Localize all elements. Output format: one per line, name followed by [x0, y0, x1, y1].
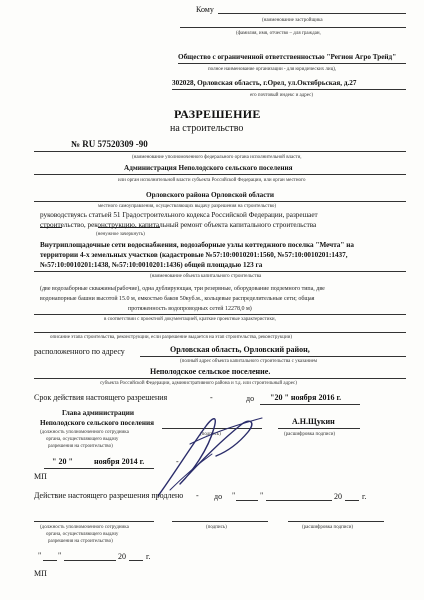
- handwritten-signature: [150, 404, 270, 504]
- extension-year: 20: [334, 492, 342, 501]
- extension-dash: -: [196, 491, 199, 500]
- hint-address: его почтовый индекс и адрес): [250, 93, 314, 98]
- hint-regional: или орган исполнительной власти субъекта Российской Федерации, или орган местного: [118, 178, 306, 183]
- hint-signature: (подпись): [200, 432, 221, 437]
- hint-location-2: субъекта Российской Федерации, административного района и т.д. или строительный адрес): [100, 381, 297, 386]
- extension-label: Действие настоящего разрешения продлено: [34, 491, 184, 500]
- hint-local: местного самоуправления, осуществляющих выдачу разрешения на строительство): [98, 204, 277, 209]
- strike-reconstruction: [98, 227, 160, 228]
- stage-line: [34, 332, 406, 333]
- object-line-2: территории 4-х земельных участков (кадастровые №57:10:0010201:1560, №57:10:0010201:1437,: [40, 251, 348, 259]
- hint-federal: (наименование уполномоченного федерального органа исполнительной власти,: [132, 155, 302, 160]
- name-line: [278, 428, 360, 429]
- signatory-name: А.Н.Щукин: [292, 417, 335, 426]
- validity-line: [260, 404, 360, 405]
- extension-month-line: [266, 500, 332, 501]
- hint-object: (наименование объекта капитального строительства: [150, 274, 262, 279]
- hint-org: полное наименование организации - для юридических лиц),: [208, 67, 337, 72]
- hint-developer-name: (наименование застройщика: [262, 18, 323, 23]
- object-line: [34, 271, 406, 272]
- hint-sig-position-3: разрешения на строительство): [48, 444, 113, 449]
- issue-dash: -: [176, 457, 179, 466]
- ext-hint-signature: (подпись): [206, 525, 227, 530]
- hint-name: (расшифровка подписи): [284, 432, 336, 437]
- validity-till: до: [246, 394, 255, 403]
- extension-quote-close: ": [260, 491, 264, 500]
- ext-date-quote-close: ": [58, 551, 62, 560]
- issuer-district: Орловского района Орловской области: [146, 191, 275, 199]
- addressee-line: [218, 13, 406, 14]
- strike-construction: [40, 227, 62, 228]
- description-line-2: водонапорные башни высотой 15.0 м, емкостью баков 50куб.м., кольцевые распределительные сети; общая: [40, 296, 315, 302]
- ext-date-quote-open: ": [38, 551, 42, 560]
- extension-quote-open: ": [232, 491, 236, 500]
- ext-hint-name: (расшифровка подписи): [302, 525, 354, 530]
- ext-hint-position-2: органа, осуществляющего выдачу: [46, 532, 119, 537]
- addressee-line: [172, 89, 406, 90]
- ext-stamp-mark: МП: [34, 569, 47, 578]
- hint-choice: (ненужное зачеркнуть): [96, 232, 145, 237]
- extension-name-line: [288, 521, 384, 522]
- permit-number: № RU 57520309 -90: [71, 139, 148, 149]
- ext-hint-position-1: (должность уполномоченного сотрудника: [40, 525, 129, 530]
- validity-date: "20 " ноября 2016 г.: [270, 393, 342, 402]
- object-line-3: №57:10:0010201:1438, №57:10:0010201:1436) общей площадью 123 га: [40, 261, 263, 269]
- hint-stage: описание этапа строительства, реконструкции, если разрешение выдается на этап строительства, реконструкции): [50, 335, 292, 340]
- addressee-line: [178, 63, 406, 64]
- to-label: Кому: [196, 5, 214, 14]
- signatory-position-2: Неполодского сельского поселения: [40, 419, 154, 427]
- description-line-1: (две водозаборные скважины(рабочие), одна дублирующая, три резервные, оборудование подземного типа, две: [40, 286, 325, 292]
- hint-sig-position-2: органа, осуществляющего выдачу: [46, 437, 119, 442]
- document-title: РАЗРЕШЕНИЕ: [174, 107, 261, 121]
- developer-address: 302028, Орловская область, г.Орел, ул.Октябрьская, д.27: [172, 79, 357, 87]
- description-line: [34, 314, 406, 315]
- location-label: расположенного по адресу: [34, 347, 125, 356]
- extension-day-line: [236, 500, 258, 501]
- ext-date-g: г.: [146, 552, 151, 561]
- document-subtitle: на строительство: [170, 123, 244, 134]
- issuer-name: Администрация Неполодского сельского поселения: [124, 164, 293, 172]
- number-line: [34, 151, 406, 152]
- hint-project: в соответствии с проектной документацией, краткие проектные характеристики,: [104, 317, 276, 322]
- ext-date-year: 20: [118, 552, 126, 561]
- extension-position-line: [34, 521, 154, 522]
- hint-sig-position-1: (должность уполномоченного сотрудника: [40, 430, 129, 435]
- extension-year-line: [345, 500, 359, 501]
- extension-year-g: г.: [362, 492, 367, 501]
- body-line-1: руководствуясь статьей 51 Градостроительного кодекса Российской Федерации, разрешает: [40, 211, 318, 219]
- issue-day: " 20 ": [52, 457, 73, 466]
- location-line: [34, 378, 406, 379]
- company-name: Общество с ограниченной ответственностью "Регион Агро Трейд": [178, 53, 397, 61]
- body-line-2: строительство, реконструкцию, капитальный ремонт объекта капитального строительства: [40, 221, 317, 229]
- hint-location-1: (полный адрес объекта капитального строительства с указанием: [180, 359, 318, 364]
- extension-signature-line: [172, 521, 268, 522]
- issue-month-year: ноября 2014 г.: [94, 457, 145, 466]
- location-line: [140, 356, 406, 357]
- ext-hint-position-3: разрешения на строительство): [48, 539, 113, 544]
- validity-label: Срок действия настоящего разрешения: [34, 393, 168, 402]
- ext-date-year-line: [129, 560, 143, 561]
- addressee-line: [180, 27, 406, 28]
- object-line-1: Внутриплощадочные сети водоснабжения, водозаборные узлы коттеджного поселка "Мечта" на: [40, 241, 354, 249]
- description-line-3: протяженность водопроводных сетей 12278,0 м): [128, 306, 252, 312]
- validity-dash: -: [210, 393, 213, 402]
- stamp-mark: МП: [34, 472, 47, 481]
- hint-person: (фамилия, имя, отчество – для граждан,: [236, 31, 321, 36]
- ext-date-day-line: [43, 560, 57, 561]
- ext-date-month-line: [64, 560, 116, 561]
- issuer-line: [34, 201, 406, 202]
- issue-date-line: [44, 468, 154, 469]
- location-value-2: Неполодское сельское поселение.: [150, 367, 271, 376]
- issuer-line: [34, 174, 406, 175]
- extension-till: до: [214, 492, 223, 501]
- location-value-1: Орловская область, Орловский район,: [170, 345, 310, 354]
- signatory-position-1: Глава администрации: [62, 409, 135, 417]
